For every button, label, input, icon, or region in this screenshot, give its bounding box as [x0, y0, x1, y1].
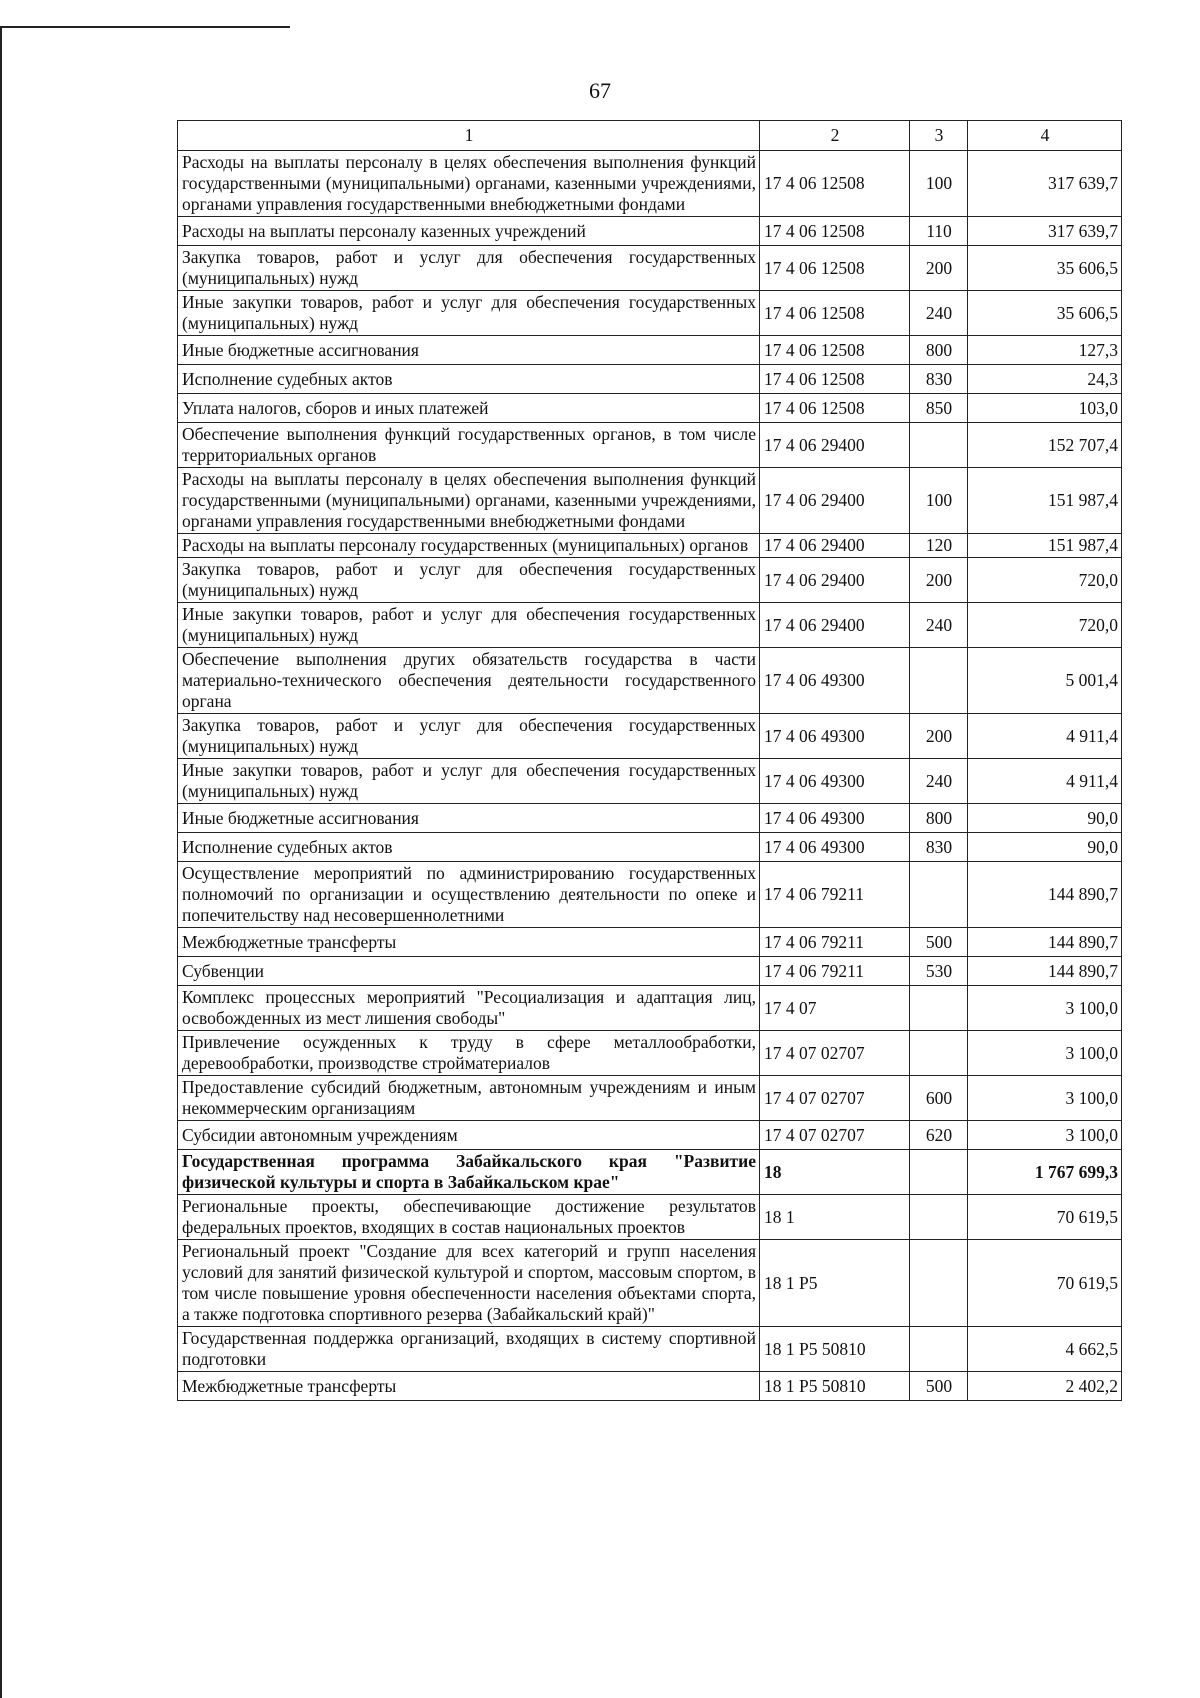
- row-sum-cell: 103,0: [968, 394, 1122, 423]
- table-row: [178, 1195, 1122, 1240]
- table-row: [178, 291, 1122, 336]
- row-type-cell: [910, 1240, 968, 1327]
- row-sum-cell: 152 707,4: [968, 423, 1122, 468]
- row-code-cell: 17 4 06 79211: [760, 957, 910, 986]
- row-name-cell: Государственная программа Забайкальского края "Развитие физической культуры и спорта в Забайкальском крае": [178, 1150, 760, 1195]
- table-row: [178, 151, 1122, 217]
- row-code-cell: 17 4 07: [760, 986, 910, 1031]
- table-row: [178, 1327, 1122, 1372]
- row-code-cell: 17 4 06 29400: [760, 558, 910, 603]
- row-type-cell: [910, 862, 968, 928]
- row-type-cell: 530: [910, 957, 968, 986]
- row-code-cell: 17 4 06 49300: [760, 833, 910, 862]
- table-row: [178, 1076, 1122, 1121]
- table-row: [178, 394, 1122, 423]
- row-type-cell: [910, 423, 968, 468]
- row-code-cell: 17 4 06 49300: [760, 714, 910, 759]
- row-sum-cell: 4 911,4: [968, 714, 1122, 759]
- row-code-cell: 17 4 06 49300: [760, 759, 910, 804]
- row-type-cell: 110: [910, 217, 968, 246]
- row-name-cell: Закупка товаров, работ и услуг для обеспечения государственных (муниципальных) нужд: [178, 246, 760, 291]
- row-type-cell: 240: [910, 291, 968, 336]
- row-sum-cell: 3 100,0: [968, 1031, 1122, 1076]
- row-name-cell: Расходы на выплаты персоналу в целях обеспечения выполнения функций государственными (муниципальными) органами, казенными учреждениями, органами управления государственными внебюджетными фондами: [178, 468, 760, 534]
- row-sum-cell: 1 767 699,3: [968, 1150, 1122, 1195]
- row-sum-cell: 90,0: [968, 833, 1122, 862]
- row-type-cell: 800: [910, 804, 968, 833]
- row-sum-cell: 35 606,5: [968, 246, 1122, 291]
- table-row: [178, 558, 1122, 603]
- row-name-cell: Иные закупки товаров, работ и услуг для обеспечения государственных (муниципальных) нужд: [178, 603, 760, 648]
- row-name-cell: Иные закупки товаров, работ и услуг для обеспечения государственных (муниципальных) нужд: [178, 291, 760, 336]
- row-type-cell: 500: [910, 1372, 968, 1401]
- scan-edge: [0, 28, 2, 1698]
- row-name-cell: Закупка товаров, работ и услуг для обеспечения государственных (муниципальных) нужд: [178, 714, 760, 759]
- table-row: [178, 957, 1122, 986]
- row-name-cell: Предоставление субсидий бюджетным, автономным учреждениям и иным некоммерческим организациям: [178, 1076, 760, 1121]
- row-type-cell: 200: [910, 714, 968, 759]
- row-sum-cell: 317 639,7: [968, 151, 1122, 217]
- row-code-cell: 17 4 06 29400: [760, 468, 910, 534]
- row-sum-cell: 4 911,4: [968, 759, 1122, 804]
- table-row: [178, 1150, 1122, 1195]
- row-type-cell: 830: [910, 365, 968, 394]
- column-header-name: 1: [178, 121, 760, 151]
- table-row: [178, 1031, 1122, 1076]
- row-type-cell: [910, 648, 968, 714]
- row-name-cell: Привлечение осужденных к труду в сфере металлообработки, деревообработки, производстве стройматериалов: [178, 1031, 760, 1076]
- table-row: [178, 534, 1122, 558]
- row-code-cell: 17 4 06 79211: [760, 928, 910, 957]
- table-body: [178, 151, 1122, 1401]
- row-type-cell: 620: [910, 1121, 968, 1150]
- row-type-cell: 500: [910, 928, 968, 957]
- row-name-cell: Иные закупки товаров, работ и услуг для обеспечения государственных (муниципальных) нужд: [178, 759, 760, 804]
- row-code-cell: 18 1 P5 50810: [760, 1327, 910, 1372]
- row-name-cell: Обеспечение выполнения функций государственных органов, в том числе территориальных органов: [178, 423, 760, 468]
- row-name-cell: Региональные проекты, обеспечивающие достижение результатов федеральных проектов, входящих в состав национальных проектов: [178, 1195, 760, 1240]
- table-header-row: [178, 121, 1122, 151]
- row-name-cell: Обеспечение выполнения других обязательств государства в части материально-технического обеспечения деятельности государственного органа: [178, 648, 760, 714]
- table-row: [178, 759, 1122, 804]
- row-type-cell: 240: [910, 759, 968, 804]
- row-code-cell: 17 4 06 49300: [760, 648, 910, 714]
- row-type-cell: 200: [910, 558, 968, 603]
- row-sum-cell: 5 001,4: [968, 648, 1122, 714]
- table-row: [178, 468, 1122, 534]
- row-sum-cell: 127,3: [968, 336, 1122, 365]
- table-row: [178, 648, 1122, 714]
- row-name-cell: Государственная поддержка организаций, входящих в систему спортивной подготовки: [178, 1327, 760, 1372]
- table-row: [178, 986, 1122, 1031]
- row-type-cell: [910, 1150, 968, 1195]
- row-type-cell: 850: [910, 394, 968, 423]
- row-sum-cell: 90,0: [968, 804, 1122, 833]
- row-name-cell: Межбюджетные трансферты: [178, 1372, 760, 1401]
- row-name-cell: Межбюджетные трансферты: [178, 928, 760, 957]
- table-row: [178, 833, 1122, 862]
- row-name-cell: Субвенции: [178, 957, 760, 986]
- row-type-cell: 800: [910, 336, 968, 365]
- row-name-cell: Исполнение судебных актов: [178, 365, 760, 394]
- row-name-cell: Расходы на выплаты персоналу казенных учреждений: [178, 217, 760, 246]
- table-row: [178, 423, 1122, 468]
- row-code-cell: 17 4 06 29400: [760, 534, 910, 558]
- row-code-cell: 18 1 P5 50810: [760, 1372, 910, 1401]
- table-row: [178, 862, 1122, 928]
- table-row: [178, 1121, 1122, 1150]
- row-type-cell: 830: [910, 833, 968, 862]
- row-type-cell: 200: [910, 246, 968, 291]
- row-sum-cell: 151 987,4: [968, 468, 1122, 534]
- row-sum-cell: 144 890,7: [968, 862, 1122, 928]
- row-code-cell: 17 4 06 29400: [760, 423, 910, 468]
- row-type-cell: [910, 1327, 968, 1372]
- row-code-cell: 17 4 06 12508: [760, 365, 910, 394]
- row-name-cell: Иные бюджетные ассигнования: [178, 336, 760, 365]
- table-row: [178, 246, 1122, 291]
- row-type-cell: [910, 1031, 968, 1076]
- row-name-cell: Уплата налогов, сборов и иных платежей: [178, 394, 760, 423]
- row-code-cell: 17 4 06 79211: [760, 862, 910, 928]
- row-type-cell: 240: [910, 603, 968, 648]
- column-header-code: 2: [760, 121, 910, 151]
- row-code-cell: 17 4 06 12508: [760, 151, 910, 217]
- row-name-cell: Исполнение судебных актов: [178, 833, 760, 862]
- row-sum-cell: 144 890,7: [968, 928, 1122, 957]
- row-name-cell: Региональный проект "Создание для всех категорий и групп населения условий для занятий физической культурой и спортом, массовым спортом, в том числе повышение уровня обеспеченности населения объектами спорта, а также подготовка спортивного резерва (Забайкальский край)": [178, 1240, 760, 1327]
- row-code-cell: 17 4 06 12508: [760, 291, 910, 336]
- row-sum-cell: 24,3: [968, 365, 1122, 394]
- row-code-cell: 17 4 07 02707: [760, 1121, 910, 1150]
- row-name-cell: Расходы на выплаты персоналу в целях обеспечения выполнения функций государственными (муниципальными) органами, казенными учреждениями, органами управления государственными внебюджетными фондами: [178, 151, 760, 217]
- row-name-cell: Субсидии автономным учреждениям: [178, 1121, 760, 1150]
- row-sum-cell: 317 639,7: [968, 217, 1122, 246]
- row-sum-cell: 4 662,5: [968, 1327, 1122, 1372]
- table-row: [178, 217, 1122, 246]
- row-code-cell: 17 4 06 12508: [760, 336, 910, 365]
- row-sum-cell: 720,0: [968, 558, 1122, 603]
- row-sum-cell: 35 606,5: [968, 291, 1122, 336]
- table-row: [178, 714, 1122, 759]
- row-code-cell: 17 4 06 29400: [760, 603, 910, 648]
- row-type-cell: 600: [910, 1076, 968, 1121]
- row-sum-cell: 2 402,2: [968, 1372, 1122, 1401]
- column-header-type: 3: [910, 121, 968, 151]
- row-name-cell: Расходы на выплаты персоналу государственных (муниципальных) органов: [178, 534, 760, 558]
- row-name-cell: Иные бюджетные ассигнования: [178, 804, 760, 833]
- scan-edge: [0, 26, 290, 28]
- row-sum-cell: 3 100,0: [968, 1121, 1122, 1150]
- row-sum-cell: 3 100,0: [968, 986, 1122, 1031]
- row-sum-cell: 720,0: [968, 603, 1122, 648]
- row-code-cell: 18: [760, 1150, 910, 1195]
- row-sum-cell: 70 619,5: [968, 1195, 1122, 1240]
- budget-table: [177, 120, 1122, 1401]
- row-type-cell: 100: [910, 151, 968, 217]
- row-type-cell: [910, 1195, 968, 1240]
- table-row: [178, 804, 1122, 833]
- row-code-cell: 18 1 P5: [760, 1240, 910, 1327]
- row-code-cell: 17 4 07 02707: [760, 1076, 910, 1121]
- table-row: [178, 1372, 1122, 1401]
- page-number: 67: [589, 78, 611, 103]
- row-sum-cell: 151 987,4: [968, 534, 1122, 558]
- row-name-cell: Закупка товаров, работ и услуг для обеспечения государственных (муниципальных) нужд: [178, 558, 760, 603]
- row-name-cell: Осуществление мероприятий по администрированию государственных полномочий по организации и осуществлению деятельности по опеке и попечительству над несовершеннолетними: [178, 862, 760, 928]
- table-row: [178, 336, 1122, 365]
- table-row: [178, 1240, 1122, 1327]
- row-code-cell: 17 4 06 12508: [760, 394, 910, 423]
- row-code-cell: 17 4 07 02707: [760, 1031, 910, 1076]
- row-sum-cell: 3 100,0: [968, 1076, 1122, 1121]
- row-code-cell: 17 4 06 12508: [760, 246, 910, 291]
- row-type-cell: 120: [910, 534, 968, 558]
- table-row: [178, 603, 1122, 648]
- row-sum-cell: 144 890,7: [968, 957, 1122, 986]
- row-type-cell: [910, 986, 968, 1031]
- table-row: [178, 928, 1122, 957]
- row-sum-cell: 70 619,5: [968, 1240, 1122, 1327]
- row-code-cell: 17 4 06 12508: [760, 217, 910, 246]
- row-name-cell: Комплекс процессных мероприятий "Ресоциализация и адаптация лиц, освобожденных из мест лишения свободы": [178, 986, 760, 1031]
- row-code-cell: 17 4 06 49300: [760, 804, 910, 833]
- table-row: [178, 365, 1122, 394]
- column-header-sum: 4: [968, 121, 1122, 151]
- row-type-cell: 100: [910, 468, 968, 534]
- row-code-cell: 18 1: [760, 1195, 910, 1240]
